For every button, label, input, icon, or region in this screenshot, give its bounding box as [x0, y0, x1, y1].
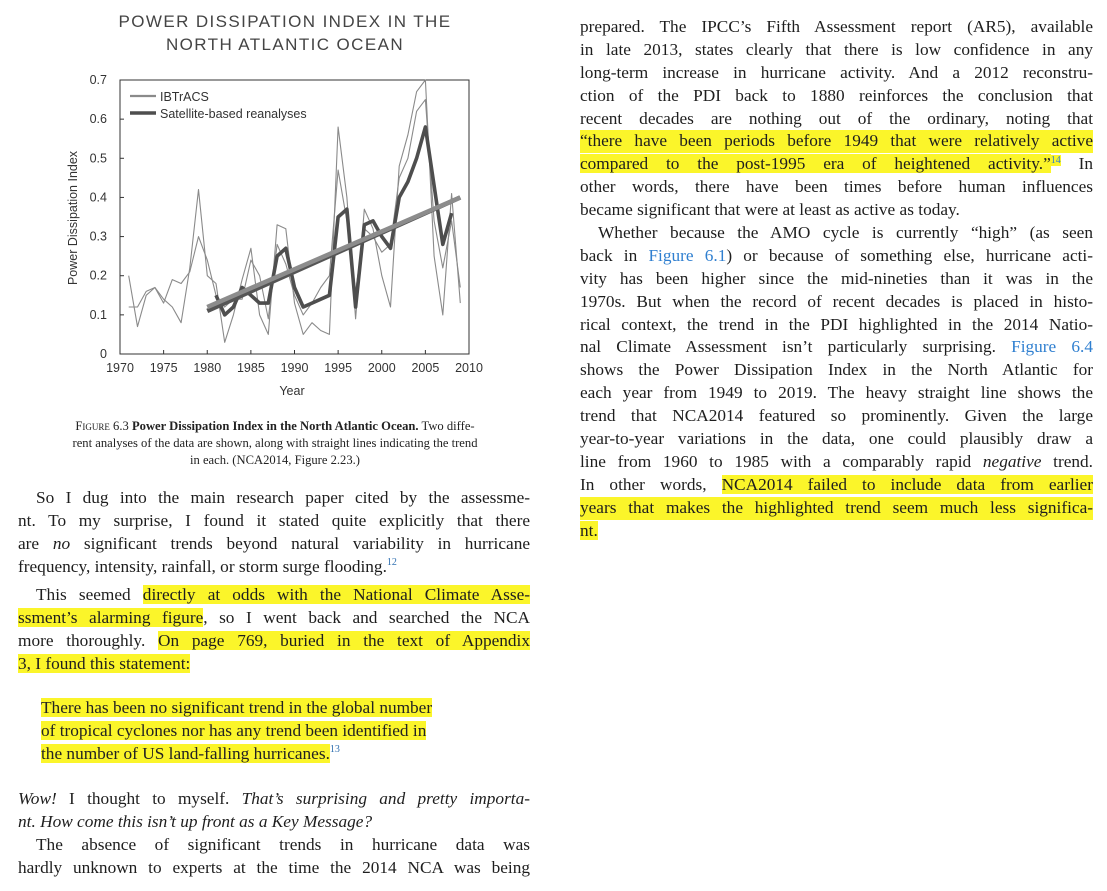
caption-line-1: Two diffe-	[421, 419, 475, 433]
footnote-ref-12[interactable]: 12	[386, 556, 397, 568]
left-paragraph-1	[18, 487, 530, 579]
chart-title	[30, 10, 540, 56]
text-line: are no significant trends beyond natural variability in hurricane	[18, 533, 531, 553]
text-line: trend that NCA2014 featured so prominently. Given the large	[580, 406, 1093, 426]
highlight: nt.	[580, 520, 598, 540]
y-tick-label: 0.4	[89, 190, 107, 205]
x-tick-label: 2010	[455, 361, 483, 375]
x-tick-label: 2000	[367, 361, 396, 375]
text-line: back in Figure 6.1) or because of something else, hurricane acti-	[580, 245, 1093, 265]
text-line: So I dug into the main research paper cited by the assessme-	[36, 488, 530, 507]
quote-line: of tropical cyclones nor has any trend been identified in	[41, 720, 427, 740]
legend-label-ibtracs: IBTrACS	[160, 90, 209, 104]
y-tick-label: 0.3	[89, 229, 107, 244]
highlight: On page 769, buried in the text of Appendix	[158, 630, 530, 650]
footnote-ref-14[interactable]: 14	[1050, 154, 1061, 166]
y-tick-label: 0.6	[89, 112, 107, 127]
x-tick-label: 2005	[411, 361, 440, 375]
y-axis-label: Power Dissipation Index	[66, 150, 80, 286]
text-line: vity has been higher since the mid-nineties than it was in the	[580, 268, 1093, 288]
text-line: year-to-year variations in the data, one could plausibly draw a	[580, 429, 1093, 449]
highlight: NCA2014 failed to include data from earlier	[721, 474, 1093, 494]
highlight: “there have been periods before 1949 that were relatively active	[580, 130, 1093, 153]
caption-title: Power Dissipation Index in the North Atlantic Ocean.	[131, 419, 419, 433]
trend-line-2	[207, 197, 460, 307]
text-line: ction of the PDI back to 1880 reinforces the conclusion that	[580, 85, 1093, 105]
text-line: shows the Power Dissipation Index in the North Atlantic for	[580, 360, 1093, 380]
y-tick-label: 0.5	[89, 151, 107, 166]
x-tick-label: 1990	[280, 361, 309, 375]
text-line: nal Climate Assessment isn’t particularly surprising. Figure 6.4	[580, 337, 1093, 357]
highlight: 3, I found this statement:	[18, 653, 191, 673]
text-line	[18, 653, 530, 676]
text-line: long-term increase in hurricane activity. And a 2012 reconstru-	[580, 62, 1093, 82]
figure-caption	[30, 418, 520, 469]
text-line: in late 2013, states clearly that there is low confidence in any	[580, 39, 1093, 59]
text-line: hardly unknown to experts at the time the 2014 NCA was being	[18, 857, 530, 877]
left-paragraph-3	[18, 788, 530, 880]
left-paragraph-2	[18, 584, 530, 676]
legend-label-satellite: Satellite-based reanalyses	[160, 107, 307, 121]
text-line: 1970s. But when the record of recent decades is placed in histo-	[580, 291, 1093, 311]
chart-legend	[130, 90, 307, 121]
text-line: recent decades are nothing out of the ordinary, noting that	[580, 108, 1093, 128]
x-tick-label: 1975	[149, 361, 178, 375]
highlight: compared to the post-1995 era of heightened activity.”	[580, 154, 1051, 174]
text-line: ssment’s alarming figure, so I went back and searched the NCA	[18, 607, 530, 627]
highlight: years that makes the highlighted trend seem much less significa-	[580, 497, 1093, 520]
y-tick-label: 0	[100, 347, 107, 361]
quote-line: the number of US land-falling hurricanes.$^{13}$	[41, 743, 340, 763]
highlight: directly at odds with the National Climate Asse-	[142, 585, 530, 604]
x-tick-label: 1995	[324, 361, 353, 375]
block-quote	[41, 697, 513, 766]
right-column	[580, 16, 1093, 542]
x-tick-label: 1970	[106, 361, 134, 375]
text-line: other words, there have been times before human influences	[580, 177, 1093, 197]
text-line: Whether because the AMO cycle is currently “high” (as seen	[598, 223, 1093, 243]
chart-title-line-1: POWER DISSIPATION INDEX IN THE	[118, 12, 452, 31]
text-line	[580, 497, 1093, 520]
text-line: rical context, the trend in the PDI highlighted in the 2014 Natio-	[580, 314, 1093, 334]
x-tick-label: 1985	[236, 361, 265, 375]
figure-6-1-link[interactable]: Figure 6.1	[648, 245, 727, 265]
text-line: compared to the post-1995 era of heightened activity.”$^{14}$ In	[580, 154, 1093, 174]
text-line: line from 1960 to 1985 with a comparably rapid negative trend.	[580, 451, 1093, 471]
x-axis-label: Year	[279, 384, 305, 398]
chart-title-line-2: NORTH ATLANTIC OCEAN	[165, 35, 404, 54]
text-line: more thoroughly. On page 769, buried in the text of Appendix	[18, 630, 530, 650]
text-line: The absence of significant trends in hurricane data was	[36, 834, 530, 854]
y-tick-label: 0.1	[89, 307, 107, 322]
text-line: frequency, intensity, rainfall, or storm surge flooding.$^{12}$	[18, 556, 397, 576]
text-line: nt. How come this isn’t up front as a Key Message?	[18, 811, 373, 831]
figure-6-4-link[interactable]: Figure 6.4	[1011, 337, 1093, 357]
caption-line-2: rent analyses of the data are shown, along with straight lines indicating the trend	[72, 436, 478, 450]
caption-line-3: in each. (NCA2014, Figure 2.23.)	[190, 453, 360, 467]
x-tick-label: 1980	[193, 361, 222, 375]
y-tick-label: 0.7	[89, 73, 107, 87]
text-line	[580, 130, 1093, 153]
text-line: became significant that were at least as active as today.	[580, 200, 960, 220]
footnote-ref-13[interactable]: 13	[329, 744, 340, 756]
text-line: Wow! I thought to myself. That’s surprising and pretty importa-	[18, 789, 530, 808]
text-line: each year from 1949 to 2019. The heavy straight line shows the	[580, 383, 1093, 403]
text-line: prepared. The IPCC’s Fifth Assessment report (AR5), available	[580, 17, 1093, 36]
y-tick-label: 0.2	[89, 268, 107, 283]
text-line: This seemed directly at odds with the National Climate Asse-	[36, 585, 530, 604]
highlight: ssment’s alarming figure	[18, 607, 204, 627]
text-line: In other words, NCA2014 failed to include data from earlier	[580, 474, 1093, 494]
caption-label: Figure 6.3	[75, 419, 129, 433]
text-line: nt. To my surprise, I found it stated quite explicitly that there	[18, 510, 530, 530]
text-line	[580, 520, 1093, 543]
pdi-chart	[60, 68, 500, 400]
quote-line: There has been no significant trend in the global number	[41, 698, 433, 717]
